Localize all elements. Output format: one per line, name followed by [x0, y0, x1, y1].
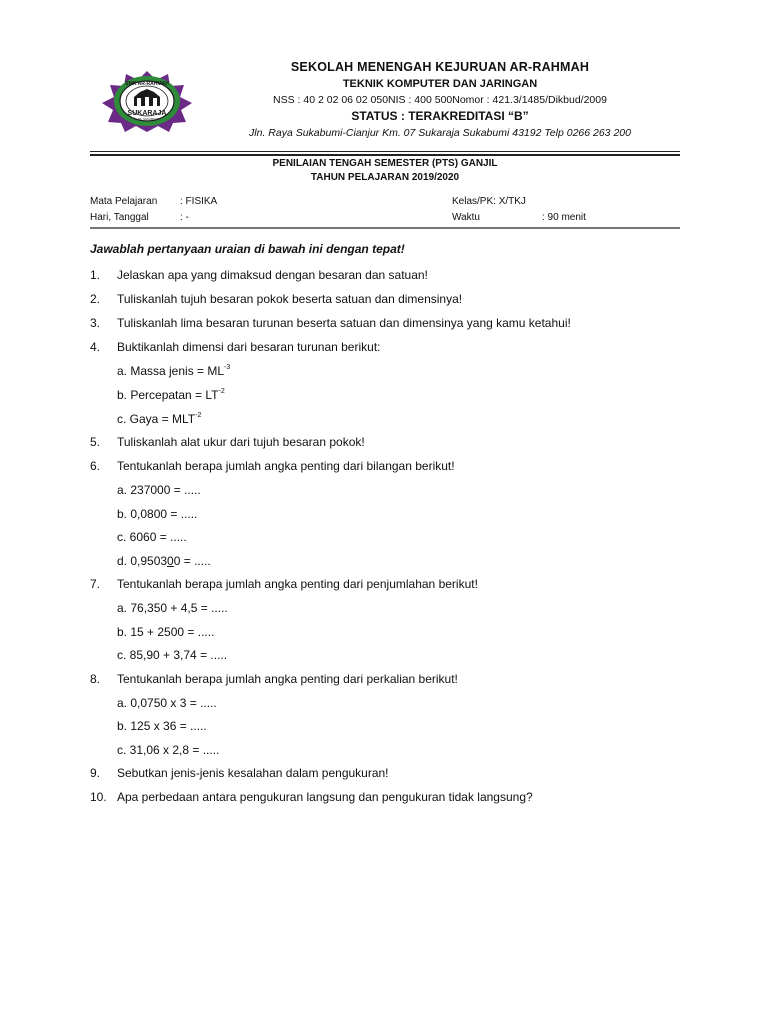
- question-6-d: [117, 554, 211, 568]
- question-7-c: c. 85,90 + 3,74 = .....: [117, 648, 228, 662]
- department-name: TEKNIK KOMPUTER DAN JARINGAN: [342, 78, 538, 90]
- question-number: 4.: [90, 340, 101, 354]
- question-number: 1.: [90, 268, 101, 282]
- question-text: Tentukanlah berapa jumlah angka penting dari penjumlahan berikut!: [117, 577, 478, 591]
- question-number: 3.: [90, 316, 101, 330]
- meta-divider: [90, 227, 680, 229]
- question-4-c: [117, 412, 201, 426]
- school-address: Jln. Raya Sukabumi-Cianjur Km. 07 Sukaraja Sukabumi 43192 Telp 0266 263 200: [249, 127, 631, 139]
- subject-value: : FISIKA: [180, 196, 218, 207]
- letterhead: [200, 60, 680, 139]
- sub-text: c. Gaya = MLT: [117, 412, 196, 426]
- question-4-a: [117, 364, 230, 378]
- sub-text: 0 = .....: [173, 554, 211, 568]
- sub-exponent: -2: [195, 412, 202, 419]
- sub-exponent: -2: [218, 388, 225, 395]
- sub-text: d. 0,9503: [117, 554, 168, 568]
- question-8-b: b. 125 x 36 = .....: [117, 719, 207, 733]
- question-6-a: a. 237000 = .....: [117, 483, 201, 497]
- question-text: Tuliskanlah tujuh besaran pokok beserta satuan dan dimensinya!: [117, 292, 463, 306]
- question-text: Tuliskanlah alat ukur dari tujuh besaran pokok!: [117, 435, 365, 449]
- question-text: Tuliskanlah lima besaran turunan beserta satuan dan dimensinya yang kamu ketahui!: [117, 316, 571, 330]
- question-8-a: a. 0,0750 x 3 = .....: [117, 696, 217, 710]
- exam-title: [90, 157, 680, 185]
- logo-text-top: SMK AR-RAHMAH: [125, 81, 169, 87]
- header-divider-thin: [90, 151, 680, 152]
- question-number: 5.: [90, 435, 101, 449]
- exam-year-line: TAHUN PELAJARAN 2019/2020: [310, 172, 460, 183]
- logo-text-small: KAB. SUKABUMI: [135, 117, 159, 121]
- question-7-a: a. 76,350 + 4,5 = .....: [117, 601, 228, 615]
- sub-text: a. Massa jenis = ML: [117, 364, 225, 378]
- time-value: : 90 menit: [542, 212, 586, 223]
- question-number: 7.: [90, 577, 101, 591]
- question-6-b: b. 0,0800 = .....: [117, 507, 198, 521]
- school-name: SEKOLAH MENENGAH KEJURUAN AR-RAHMAH: [290, 60, 590, 74]
- meta-right: [452, 194, 586, 226]
- question-number: 10.: [90, 790, 107, 804]
- date-value: : -: [180, 212, 189, 223]
- school-logo: [98, 70, 196, 132]
- question-text: Sebutkan jenis-jenis kesalahan dalam pengukuran!: [117, 766, 389, 780]
- question-text: Apa perbedaan antara pengukuran langsung dan pengukuran tidak langsung?: [117, 790, 533, 804]
- subject-label: Mata Pelajaran: [90, 196, 158, 207]
- question-6-c: c. 6060 = .....: [117, 530, 187, 544]
- class-value: : X/TKJ: [493, 196, 526, 207]
- logo-text-bottom: SUKARAJA: [127, 110, 167, 117]
- question-text: Tentukanlah berapa jumlah angka penting dari bilangan berikut!: [117, 459, 455, 473]
- question-number: 9.: [90, 766, 101, 780]
- registration-numbers: NSS : 40 2 02 06 02 050NIS : 400 500Nomor : 421.3/1485/Dikbud/2009: [273, 94, 607, 106]
- time-label: Waktu: [452, 212, 480, 223]
- question-number: 8.: [90, 672, 101, 686]
- question-text: Tentukanlah berapa jumlah angka penting dari perkalian berikut!: [117, 672, 458, 686]
- question-7-b: b. 15 + 2500 = .....: [117, 625, 215, 639]
- question-number: 2.: [90, 292, 101, 306]
- sub-text: b. Percepatan = LT: [117, 388, 219, 402]
- accreditation-status: STATUS : TERAKREDITASI “B”: [351, 109, 529, 123]
- question-4-b: [117, 388, 225, 402]
- question-text: Buktikanlah dimensi dari besaran turunan berikut:: [117, 340, 381, 354]
- sub-exponent: -3: [224, 364, 231, 371]
- underlined-digit: 0: [167, 554, 174, 568]
- question-8-c: c. 31,06 x 2,8 = .....: [117, 743, 220, 757]
- exam-title-line: PENILAIAN TENGAH SEMESTER (PTS) GANJIL: [272, 158, 498, 169]
- question-number: 6.: [90, 459, 101, 473]
- date-label: Hari, Tanggal: [90, 212, 149, 223]
- meta-left: [90, 194, 217, 226]
- question-text: Jelaskan apa yang dimaksud dengan besaran dan satuan!: [117, 268, 428, 282]
- header-divider-thick: [90, 154, 680, 156]
- class-label: Kelas/PK: [452, 196, 494, 207]
- instruction: Jawablah pertanyaan uraian di bawah ini dengan tepat!: [90, 242, 405, 256]
